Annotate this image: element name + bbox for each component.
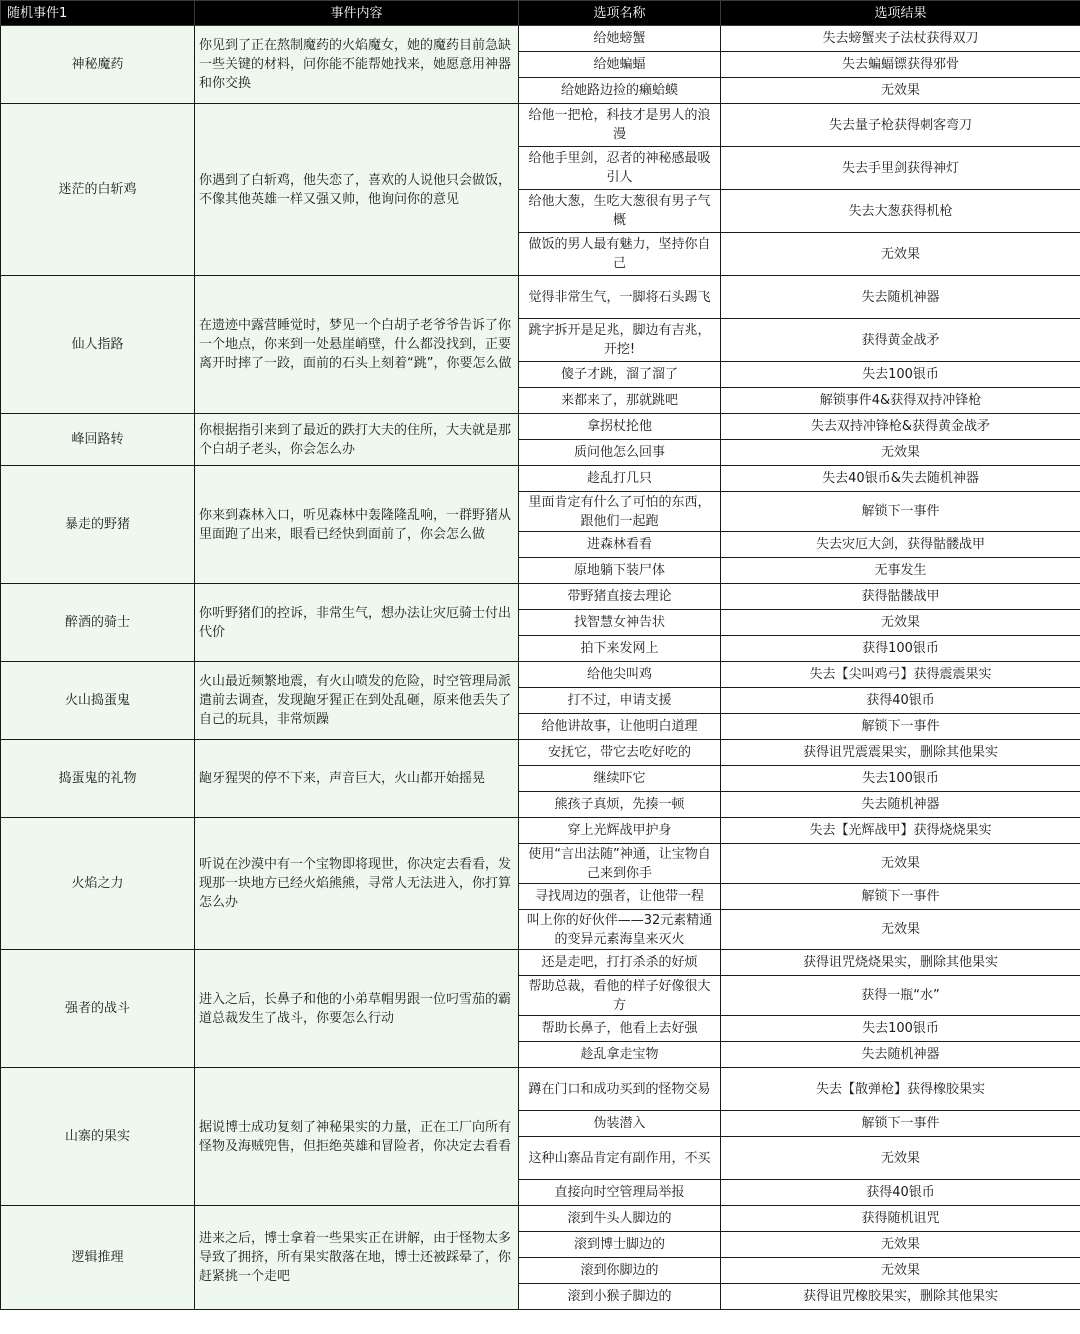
table-row xyxy=(1,1206,1080,1232)
option-name: 带野猪直接去理论 xyxy=(519,584,721,610)
table-body xyxy=(1,26,1080,1310)
option-name: 这种山寨品肯定有副作用，不买 xyxy=(519,1137,721,1180)
event-name: 捣蛋鬼的礼物 xyxy=(1,740,195,818)
option-result: 无效果 xyxy=(721,233,1080,276)
event-name: 火焰之力 xyxy=(1,818,195,950)
event-description: 你来到森林入口，听见森林中轰隆隆乱响，一群野猪从里面跑了出来，眼看已经快到面前了，你会怎么做 xyxy=(195,466,519,584)
option-name: 给他尖叫鸡 xyxy=(519,662,721,688)
option-name: 做饭的男人最有魅力，坚持你自己 xyxy=(519,233,721,276)
option-result: 获得40银币 xyxy=(721,1180,1080,1206)
option-result: 无效果 xyxy=(721,1258,1080,1284)
option-result: 解锁事件4&获得双持冲锋枪 xyxy=(721,388,1080,414)
option-result: 失去螃蟹夹子法杖获得双刀 xyxy=(721,26,1080,52)
option-result: 获得诅咒橡胶果实，删除其他果实 xyxy=(721,1284,1080,1310)
table-row xyxy=(1,662,1080,688)
option-name: 来都来了，那就跳吧 xyxy=(519,388,721,414)
table-row xyxy=(1,104,1080,147)
table-row xyxy=(1,466,1080,492)
option-result: 无效果 xyxy=(721,844,1080,884)
event-description: 你见到了正在熬制魔药的火焰魔女，她的魔药目前急缺一些关键的材料，问你能不能帮她找来，她愿意用神器和你交换 xyxy=(195,26,519,104)
event-description: 你根据指引来到了最近的跌打大夫的住所，大夫就是那个白胡子老头，你会怎么办 xyxy=(195,414,519,466)
option-name: 熊孩子真烦，先揍一顿 xyxy=(519,792,721,818)
option-name: 觉得非常生气，一脚将石头踢飞 xyxy=(519,276,721,319)
option-name: 安抚它，带它去吃好吃的 xyxy=(519,740,721,766)
header-event: 随机事件1 xyxy=(1,1,195,26)
option-name: 拿拐杖抡他 xyxy=(519,414,721,440)
event-name: 山寨的果实 xyxy=(1,1068,195,1206)
option-name: 趁乱拿走宝物 xyxy=(519,1042,721,1068)
option-result: 解锁下一事件 xyxy=(721,1111,1080,1137)
option-result: 失去手里剑获得神灯 xyxy=(721,147,1080,190)
option-name: 打不过，申请支援 xyxy=(519,688,721,714)
option-result: 获得40银币 xyxy=(721,688,1080,714)
event-description: 进入之后，长鼻子和他的小弟草帽男跟一位叼雪茄的霸道总裁发生了战斗，你要怎么行动 xyxy=(195,950,519,1068)
option-result: 无事发生 xyxy=(721,558,1080,584)
table-row xyxy=(1,818,1080,844)
option-name: 使用“言出法随”神通，让宝物自己来到你手 xyxy=(519,844,721,884)
option-name: 给他一把枪，科技才是男人的浪漫 xyxy=(519,104,721,147)
option-result: 失去100银币 xyxy=(721,766,1080,792)
option-result: 解锁下一事件 xyxy=(721,884,1080,910)
option-result: 获得诅咒烧烧果实，删除其他果实 xyxy=(721,950,1080,976)
option-name: 给他手里剑，忍者的神秘感最吸引人 xyxy=(519,147,721,190)
option-result: 失去【散弹枪】获得橡胶果实 xyxy=(721,1068,1080,1111)
table-row xyxy=(1,950,1080,976)
option-name: 帮助长鼻子，他看上去好强 xyxy=(519,1016,721,1042)
option-result: 失去【尖叫鸡弓】获得震震果实 xyxy=(721,662,1080,688)
event-name: 迷茫的白斩鸡 xyxy=(1,104,195,276)
event-name: 暴走的野猪 xyxy=(1,466,195,584)
option-name: 滚到你脚边的 xyxy=(519,1258,721,1284)
event-description: 听说在沙漠中有一个宝物即将现世，你决定去看看，发现那一块地方已经火焰熊熊，寻常人无法进入，你打算怎么办 xyxy=(195,818,519,950)
option-name: 给他大葱，生吃大葱很有男子气概 xyxy=(519,190,721,233)
table-row xyxy=(1,1068,1080,1111)
table-row xyxy=(1,276,1080,319)
header-result: 选项结果 xyxy=(721,1,1080,26)
option-result: 解锁下一事件 xyxy=(721,714,1080,740)
option-name: 拍下来发网上 xyxy=(519,636,721,662)
event-description: 进来之后，博士拿着一些果实正在讲解，由于怪物太多导致了拥挤，所有果实散落在地，博士还被踩晕了，你赶紧挑一个走吧 xyxy=(195,1206,519,1310)
option-name: 叫上你的好伙伴——32元素精通的变异元素海皇来灭火 xyxy=(519,910,721,950)
option-result: 无效果 xyxy=(721,78,1080,104)
option-result: 失去量子枪获得刺客弯刀 xyxy=(721,104,1080,147)
option-name: 跳字拆开是足兆，脚边有吉兆，开挖! xyxy=(519,319,721,362)
option-name: 里面肯定有什么了可怕的东西，跟他们一起跑 xyxy=(519,492,721,532)
option-name: 质问他怎么回事 xyxy=(519,440,721,466)
table-header xyxy=(1,1,1080,26)
header-option: 选项名称 xyxy=(519,1,721,26)
table-row xyxy=(1,740,1080,766)
option-name: 蹲在门口和成功买到的怪物交易 xyxy=(519,1068,721,1111)
option-name: 还是走吧，打打杀杀的好烦 xyxy=(519,950,721,976)
option-name: 伪装潜入 xyxy=(519,1111,721,1137)
event-name: 强者的战斗 xyxy=(1,950,195,1068)
table-row xyxy=(1,414,1080,440)
table-row xyxy=(1,584,1080,610)
table-row xyxy=(1,26,1080,52)
option-name: 帮助总裁，看他的样子好像很大方 xyxy=(519,976,721,1016)
option-result: 失去双持冲锋枪&获得黄金战矛 xyxy=(721,414,1080,440)
option-result: 获得诅咒震震果实，删除其他果实 xyxy=(721,740,1080,766)
option-result: 失去蝙蝠镖获得邪骨 xyxy=(721,52,1080,78)
option-name: 滚到博士脚边的 xyxy=(519,1232,721,1258)
option-result: 获得一瓶“水” xyxy=(721,976,1080,1016)
option-result: 无效果 xyxy=(721,440,1080,466)
option-name: 滚到牛头人脚边的 xyxy=(519,1206,721,1232)
option-name: 滚到小猴子脚边的 xyxy=(519,1284,721,1310)
option-result: 失去【光辉战甲】获得烧烧果实 xyxy=(721,818,1080,844)
event-name: 峰回路转 xyxy=(1,414,195,466)
option-name: 给她路边捡的癞蛤蟆 xyxy=(519,78,721,104)
event-name: 逻辑推理 xyxy=(1,1206,195,1310)
option-result: 失去100银币 xyxy=(721,362,1080,388)
option-name: 傻子才跳，溜了溜了 xyxy=(519,362,721,388)
option-name: 给她螃蟹 xyxy=(519,26,721,52)
option-result: 获得随机诅咒 xyxy=(721,1206,1080,1232)
option-name: 直接向时空管理局举报 xyxy=(519,1180,721,1206)
option-result: 失去大葱获得机枪 xyxy=(721,190,1080,233)
event-name: 醉酒的骑士 xyxy=(1,584,195,662)
option-name: 原地躺下装尸体 xyxy=(519,558,721,584)
option-result: 失去40银币&失去随机神器 xyxy=(721,466,1080,492)
option-result: 获得100银币 xyxy=(721,636,1080,662)
event-name: 神秘魔药 xyxy=(1,26,195,104)
event-description: 在遗迹中露营睡觉时，梦见一个白胡子老爷爷告诉了你一个地点，你来到一处悬崖峭壁，什么都没找到，正要离开时摔了一跤，面前的石头上刻着“跳”，你要怎么做 xyxy=(195,276,519,414)
option-result: 获得骷髅战甲 xyxy=(721,584,1080,610)
header-content: 事件内容 xyxy=(195,1,519,26)
option-result: 失去随机神器 xyxy=(721,792,1080,818)
option-result: 失去随机神器 xyxy=(721,1042,1080,1068)
option-result: 失去灾厄大剑，获得骷髅战甲 xyxy=(721,532,1080,558)
option-name: 找智慧女神告状 xyxy=(519,610,721,636)
option-result: 失去100银币 xyxy=(721,1016,1080,1042)
option-name: 穿上光辉战甲护身 xyxy=(519,818,721,844)
event-description: 火山最近频繁地震，有火山喷发的危险，时空管理局派遣前去调查，发现龅牙猩正在到处乱砸，原来他丢失了自己的玩具，非常烦躁 xyxy=(195,662,519,740)
option-name: 趁乱打几只 xyxy=(519,466,721,492)
option-name: 进森林看看 xyxy=(519,532,721,558)
event-name: 火山捣蛋鬼 xyxy=(1,662,195,740)
option-result: 无效果 xyxy=(721,610,1080,636)
event-name: 仙人指路 xyxy=(1,276,195,414)
option-result: 失去随机神器 xyxy=(721,276,1080,319)
option-name: 继续吓它 xyxy=(519,766,721,792)
option-result: 解锁下一事件 xyxy=(721,492,1080,532)
option-result: 获得黄金战矛 xyxy=(721,319,1080,362)
option-name: 寻找周边的强者，让他带一程 xyxy=(519,884,721,910)
option-name: 给他讲故事，让他明白道理 xyxy=(519,714,721,740)
event-description: 你听野猪们的控诉，非常生气，想办法让灾厄骑士付出代价 xyxy=(195,584,519,662)
option-result: 无效果 xyxy=(721,1137,1080,1180)
option-name: 给她蝙蝠 xyxy=(519,52,721,78)
event-description: 龅牙猩哭的停不下来，声音巨大，火山都开始摇晃 xyxy=(195,740,519,818)
option-result: 无效果 xyxy=(721,1232,1080,1258)
event-description: 据说博士成功复刻了神秘果实的力量，正在工厂向所有怪物及海贼兜售，但拒绝英雄和冒险者，你决定去看看 xyxy=(195,1068,519,1206)
event-description: 你遇到了白斩鸡，他失恋了，喜欢的人说他只会做饭，不像其他英雄一样又强又帅，他询问你的意见 xyxy=(195,104,519,276)
option-result: 无效果 xyxy=(721,910,1080,950)
